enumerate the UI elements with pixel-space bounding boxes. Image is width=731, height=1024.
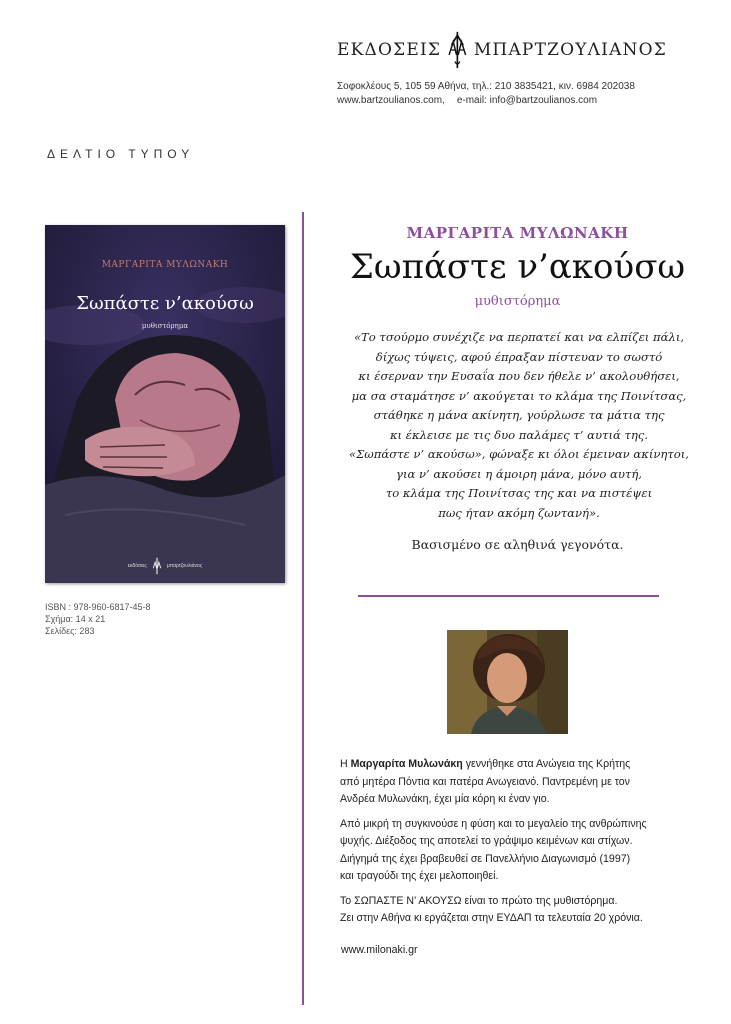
book-cover: [45, 225, 285, 583]
publisher-website-link[interactable]: www.bartzoulianos.com,: [337, 95, 445, 106]
bio-line: Το ΣΩΠΑΣΤΕ Ν’ ΑΚΟΥΣΩ είναι το πρώτο της μυθιστόρημα.: [340, 894, 618, 907]
author-heading: ΜΑΡΓΑΡΙΤΑ ΜΥΛΩΝΑΚΗ: [406, 224, 629, 242]
publisher-contact: [337, 94, 667, 108]
cover-subtitle: μυθιστόρημα: [141, 322, 189, 330]
press-release-label: ΔΕΛΤΙΟ ΤΥΠΟΥ: [47, 147, 195, 161]
publisher-email-link[interactable]: e-mail: info@bartzoulianos.com: [456, 95, 598, 106]
cover-title: Σωπάστε ν’ακούσω: [76, 293, 254, 314]
author-portrait-image: [447, 630, 568, 734]
bio-line: από μητέρα Πόντια και πατέρα Ανωγειανό. Παντρεμένη με τον: [340, 775, 630, 788]
publisher-name-left: ΕΚΔΟΣΕΙΣ: [337, 40, 442, 60]
publisher-address: Σοφοκλέους 5, 105 59 Αθήνα, τηλ.: 210 3835421, κιν. 6984 202038: [337, 81, 635, 92]
bio-line: Ανδρέα Μυλωνάκη, έχει μία κόρη κι έναν γιο.: [340, 793, 550, 805]
bio-prefix: Η: [340, 758, 351, 770]
excerpt-line: μα σα σταμάτησε ν’ ακούγεται το κλάμα της Ποινίτσας,: [351, 388, 687, 403]
page-count: Σελίδες: 283: [45, 626, 95, 636]
vertical-divider: [302, 212, 304, 1005]
genre: μυθιστόρημα: [474, 294, 561, 309]
bio-author-name: Μαργαρίτα Μυλωνάκη: [350, 758, 463, 770]
author-photo: [447, 630, 568, 734]
cover-publisher-right: μπαρτζουλιάνος: [166, 563, 203, 569]
publisher-name-right: ΜΠΑΡΤΖΟΥΛΙΑΝΟΣ: [473, 40, 667, 60]
cover-artwork: [45, 225, 285, 583]
bio-paragraph: [340, 893, 680, 928]
book-meta: [45, 601, 151, 637]
isbn: ISBN : 978-960-6817-45-8: [45, 602, 151, 612]
excerpt-line: δίχως τύψεις, αφού έπραξαν πίστευαν το σωστό: [375, 349, 663, 364]
publisher-name: [337, 26, 667, 74]
horizontal-divider: [358, 595, 659, 597]
excerpt-line: το κλάμα της Ποινίτσας της και να πιστέψει: [385, 486, 653, 500]
cover-publisher-logo-icon: [151, 557, 163, 575]
book-format: Σχήμα: 14 x 21: [45, 614, 106, 624]
excerpt-line: «Το τσούρμο συνέχιζε να περπατεί και να ελπίζει πάλι,: [353, 330, 685, 344]
excerpt-line: κι έσερναν την Ευσαΐα που δεν ήθελε ν’ ακολουθήσει,: [358, 369, 680, 383]
excerpt-line: «Σωπάστε ν’ ακούσω», φώναξε κι όλοι έμειναν ακίνητοι,: [349, 447, 689, 461]
bio-line: Ζει στην Αθήνα κι εργάζεται στην ΕΥΔΑΠ τα τελευταία 20 χρόνια.: [340, 912, 643, 924]
cover-publisher-left: εκδόσεις: [127, 563, 147, 569]
author-bio: [340, 756, 680, 935]
bio-line: και τραγούδι της έχει μελοποιηθεί.: [340, 870, 499, 882]
publisher-logo-icon: [445, 26, 470, 74]
book-title: Σωπάστε ν’ακούσω: [349, 247, 686, 287]
bio-line-rest: γεννήθηκε στα Ανώγεια της Κρήτης: [462, 758, 631, 770]
bio-line: Από μικρή τη συγκινούσε η φύση και το μεγαλείο της ανθρώπινης: [340, 817, 647, 830]
book-excerpt: [310, 328, 728, 523]
excerpt-line: στάθηκε η μάνα ακίνητη, γούρλωσε τα μάτια της: [373, 408, 665, 422]
author-website-link[interactable]: www.milonaki.gr: [341, 944, 418, 956]
bio-line: Διήγημά της έχει βραβευθεί σε Πανελλήνιο Διαγωνισμό (1997): [340, 852, 631, 865]
excerpt-line: πως ήταν ακόμη ζωντανή».: [438, 505, 600, 520]
bio-line: ψυχής. Διέξοδος της αποτελεί το γράψιμο κειμένων και στίχων.: [340, 835, 633, 847]
excerpt-line: για ν’ ακούσει η άμοιρη μάνα, μόνο αυτή,: [396, 466, 642, 481]
excerpt-line: κι έκλεισε με τις δυο παλάμες τ’ αυτιά της.: [389, 427, 649, 442]
bio-paragraph: [340, 756, 680, 809]
publisher-header: [337, 26, 667, 108]
cover-author: ΜΑΡΓΑΡΙΤΑ ΜΥΛΩΝΑΚΗ: [101, 260, 229, 270]
based-on-note: Βασισμένο σε αληθινά γεγονότα.: [411, 537, 624, 552]
bio-paragraph: [340, 816, 680, 886]
bio-line: [340, 756, 680, 774]
cover-publisher: [45, 557, 285, 575]
